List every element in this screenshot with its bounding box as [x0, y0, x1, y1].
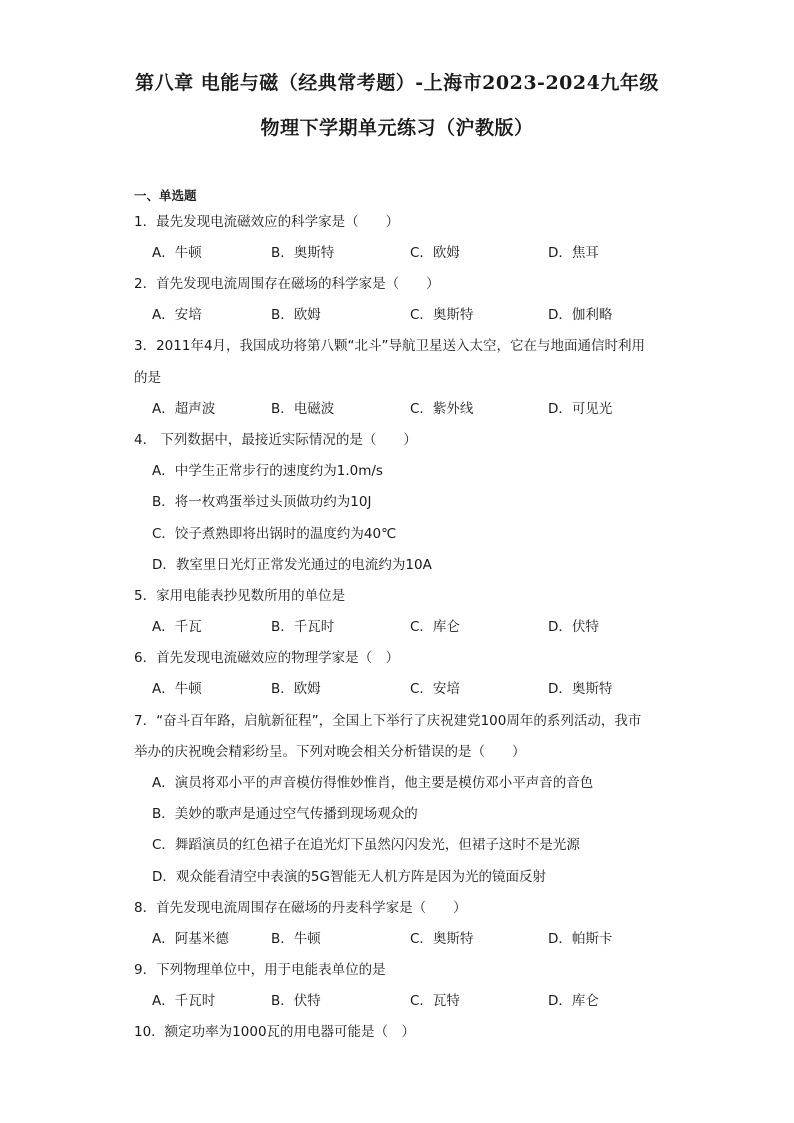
question-8-stem: 8．首先发现电流周围存在磁场的丹麦科学家是（ ）: [134, 900, 467, 916]
question-10-stem: 10．额定功率为1000瓦的用电器可能是（ ）: [134, 1024, 416, 1040]
question-5-option-b: B．千瓦时: [271, 619, 335, 635]
question-7-stem-cont: 举办的庆祝晚会精彩纷呈。下列对晚会相关分析错误的是（ ）: [134, 744, 526, 760]
question-7-option-b: B．美妙的歌声是通过空气传播到现场观众的: [152, 806, 418, 822]
question-2-option-c: C．奥斯特: [410, 307, 474, 323]
question-3-option-d: D．可见光: [548, 401, 613, 417]
question-9-option-d: D．库仑: [548, 993, 599, 1009]
question-5-option-d: D．伏特: [548, 619, 599, 635]
question-1-stem: 1．最先发现电流磁效应的科学家是（ ）: [134, 214, 400, 230]
question-3-stem-cont: 的是: [134, 370, 161, 386]
question-9-option-b: B．伏特: [271, 993, 321, 1009]
question-6-stem: 6．首先发现电流磁效应的物理学家是（ ）: [134, 650, 400, 666]
section-heading: 一、单选题: [134, 188, 197, 203]
question-4-option-c: C．饺子煮熟即将出锅时的温度约为40℃: [152, 526, 397, 542]
question-9-option-c: C．瓦特: [410, 993, 460, 1009]
question-7-option-c: C．舞蹈演员的红色裙子在追光灯下虽然闪闪发光，但裙子这时不是光源: [152, 837, 580, 853]
question-3-stem: 3．2011年4月，我国成功将第八颗“北斗”导航卫星送入太空，它在与地面通信时利用: [134, 338, 646, 354]
question-5-option-c: C．库仑: [410, 619, 460, 635]
question-3-option-a: A．超声波: [152, 401, 216, 417]
document-title-line1: 第八章 电能与磁（经典常考题）-上海市2023-2024九年级: [135, 72, 659, 94]
question-6-option-b: B．欧姆: [271, 681, 321, 697]
question-6-option-c: C．安培: [410, 681, 460, 697]
question-5-option-a: A．千瓦: [152, 619, 202, 635]
question-6-option-d: D．奥斯特: [548, 681, 613, 697]
question-7-option-d: D．观众能看清空中表演的5G智能无人机方阵是因为光的镜面反射: [152, 869, 546, 885]
question-8-option-b: B．牛顿: [271, 931, 321, 947]
question-1-option-c: C．欧姆: [410, 245, 460, 261]
question-7-stem: 7．“奋斗百年路，启航新征程”，全国上下举行了庆祝建党100周年的系列活动，我市: [134, 713, 642, 729]
question-7-option-a: A．演员将邓小平的声音模仿得惟妙惟肖，他主要是模仿邓小平声音的音色: [152, 775, 594, 791]
question-9-option-a: A．千瓦时: [152, 993, 216, 1009]
question-1-option-d: D．焦耳: [548, 245, 599, 261]
question-3-option-c: C．紫外线: [410, 401, 474, 417]
question-8-option-c: C．奥斯特: [410, 931, 474, 947]
question-2-option-d: D．伽利略: [548, 307, 613, 323]
question-2-option-b: B．欧姆: [271, 307, 321, 323]
question-9-stem: 9．下列物理单位中，用于电能表单位的是: [134, 962, 386, 978]
document-title-line2: 物理下学期单元练习（沪教版）: [260, 117, 534, 139]
question-1-option-b: B．奥斯特: [271, 245, 335, 261]
question-4-option-d: D．教室里日光灯正常发光通过的电流约为10A: [152, 557, 432, 573]
question-8-option-d: D．帕斯卡: [548, 931, 613, 947]
question-8-option-a: A．阿基米德: [152, 931, 229, 947]
question-4-stem: 4． 下列数据中，最接近实际情况的是（ ）: [134, 432, 417, 448]
question-2-stem: 2．首先发现电流周围存在磁场的科学家是（ ）: [134, 276, 440, 292]
question-3-option-b: B．电磁波: [271, 401, 335, 417]
question-1-option-a: A．牛顿: [152, 245, 202, 261]
question-2-option-a: A．安培: [152, 307, 202, 323]
question-4-option-b: B．将一枚鸡蛋举过头顶做功约为10J: [152, 494, 372, 510]
question-6-option-a: A．牛顿: [152, 681, 202, 697]
question-5-stem: 5．家用电能表抄见数所用的单位是: [134, 588, 346, 604]
question-4-option-a: A．中学生正常步行的速度约为1.0m/s: [152, 463, 383, 479]
